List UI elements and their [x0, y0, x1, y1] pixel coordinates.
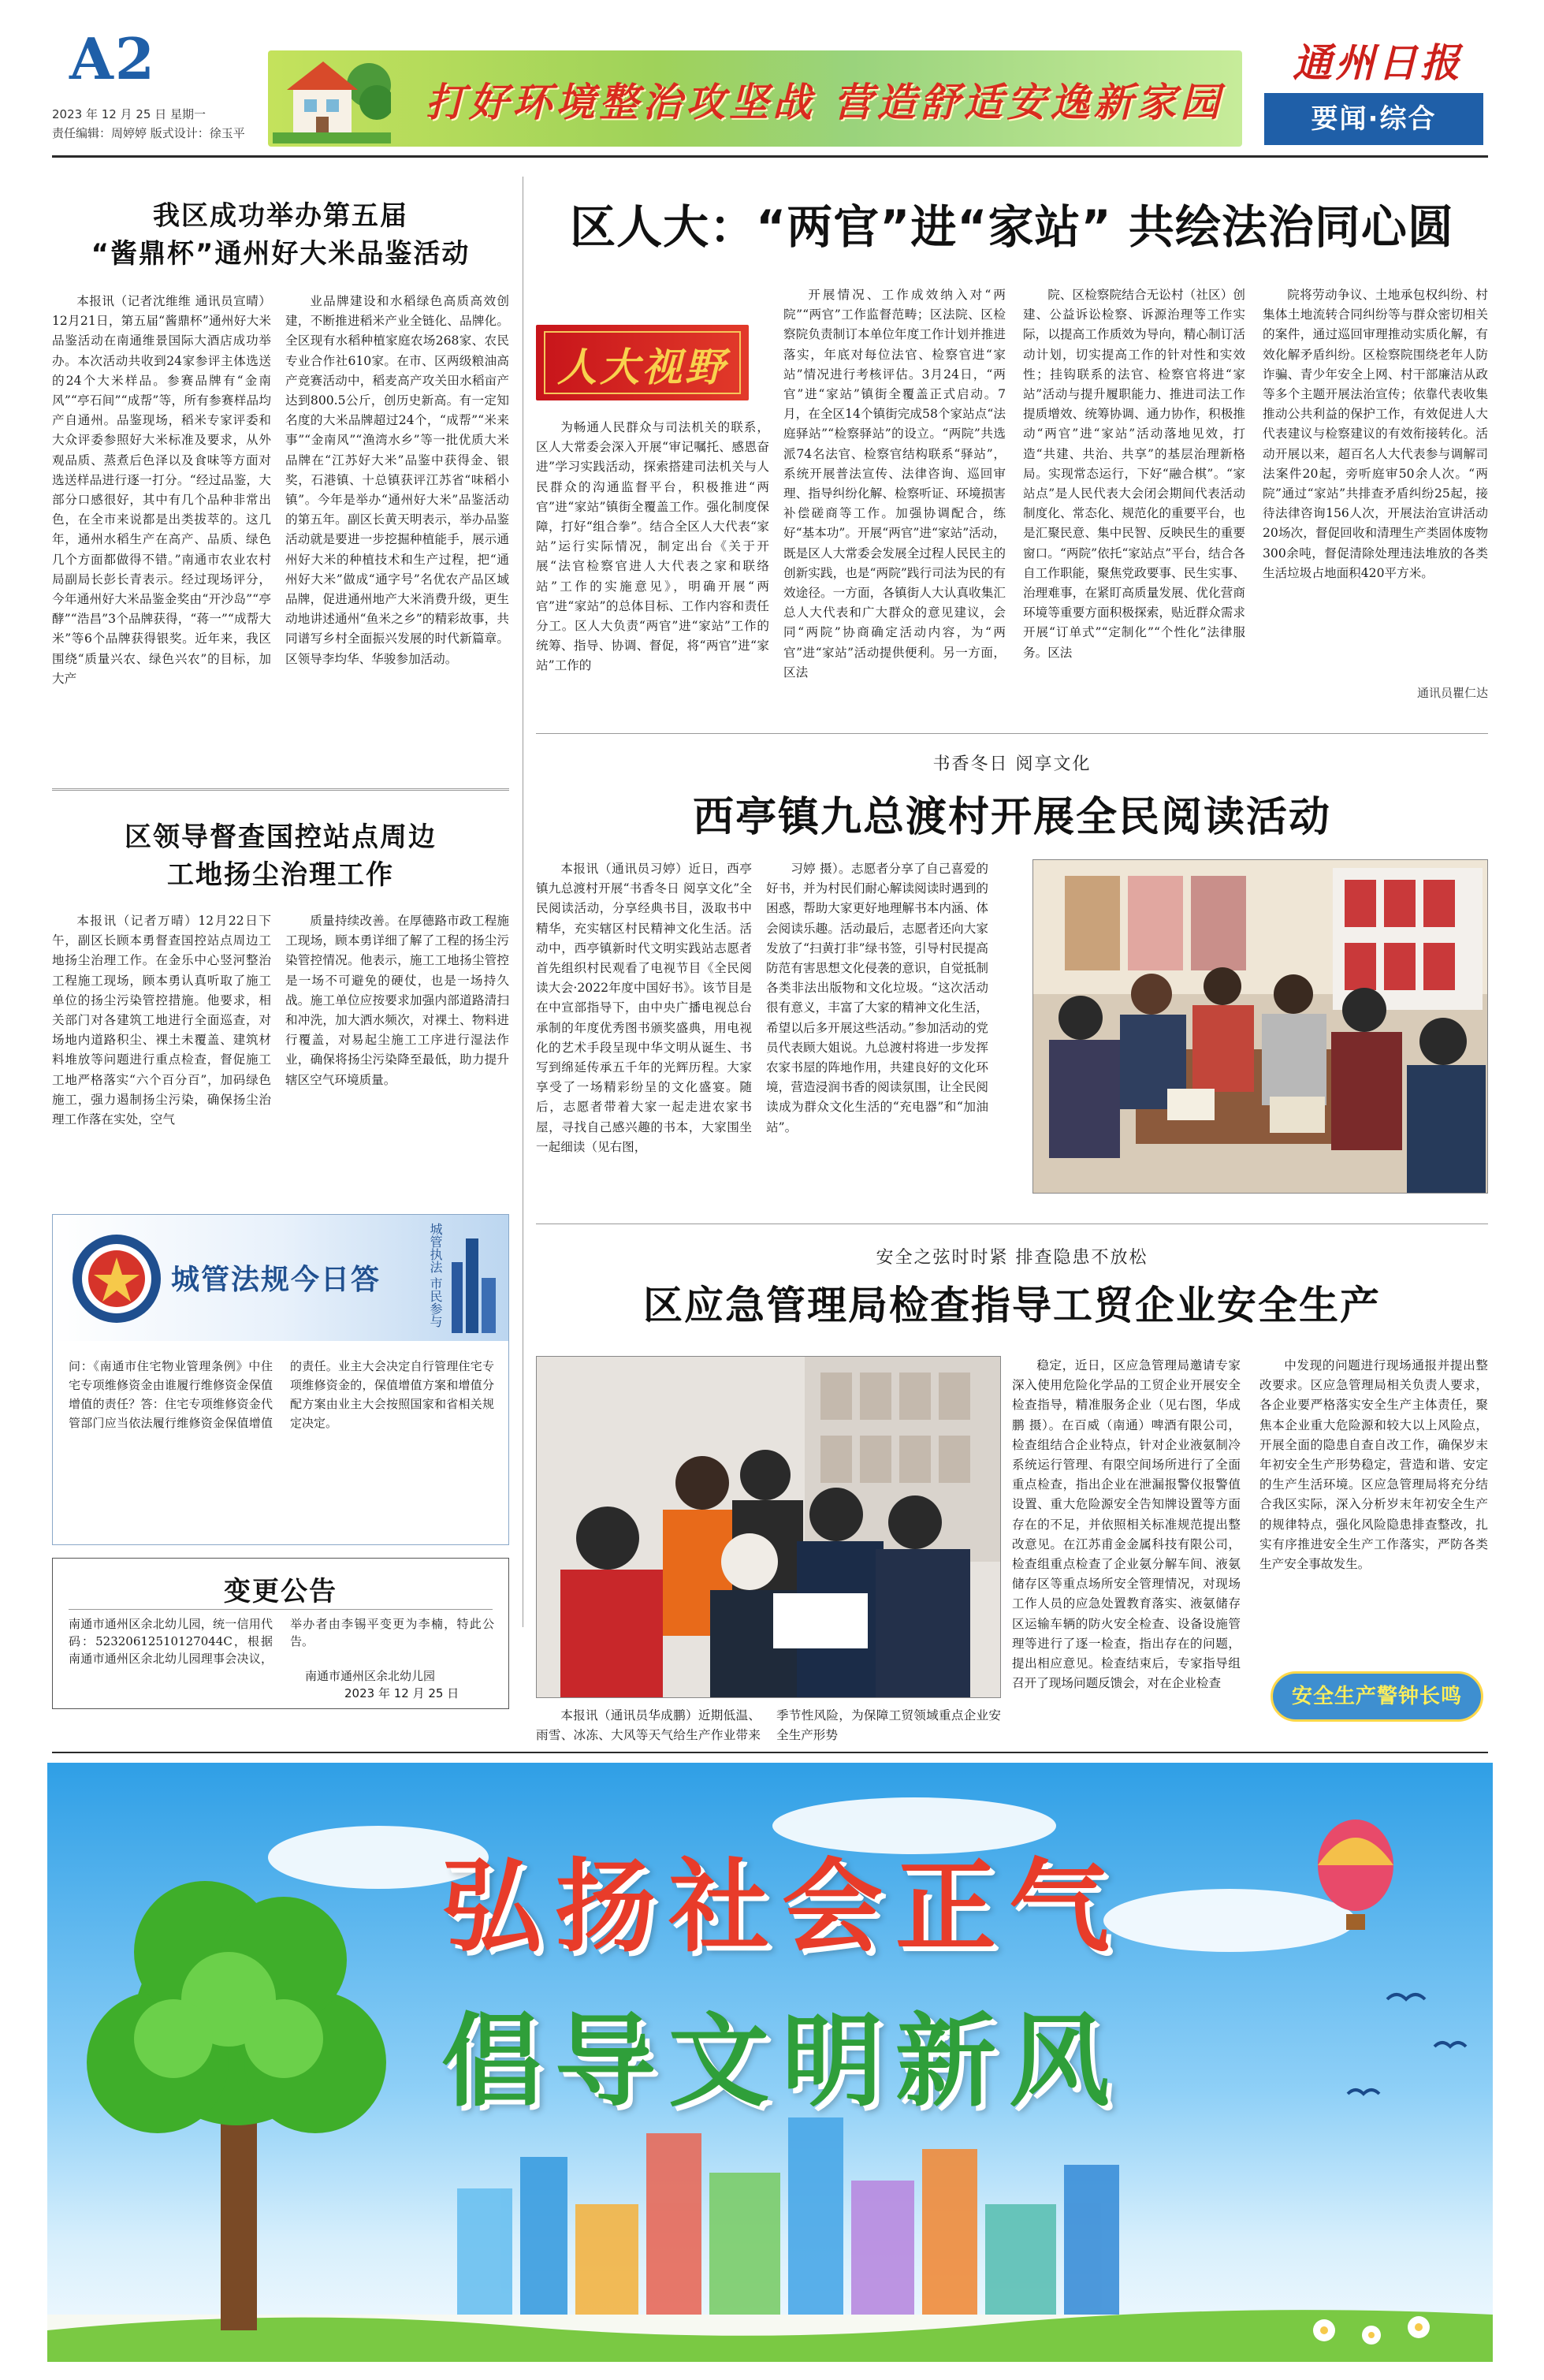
congress-article-col2: 开展情况、工作成效纳入对“两院”“两官”工作监督范畴；区法院、区检察院负责制订本单位年度工作计划并推进落实，年底对每位法官、检察官进“家站”情况进行考核评估。3月24日，“两官”进“家站”镇街全覆盖正式启动。7月，在全区14个镇街完成58个家站点“法庭驿站”“检察驿站”的设立。“两院”共选派74名法官、检察官结构联系“驿站”，系统开展普法宣传、法律咨询、巡回审理、指导纠纷化解、检察听证、环境损害补偿磋商等工作。加强协调配合，练好“基本功”。开展“两官”进“家站”活动，既是区人大常委会发展全过程人民民主的创新实践，也是“两院”践行司法为民的有效途径。一方面，各镇街人大认真收集汇总人大代表和广大群众的意见建议，会同“两院”协商确定活动内容，为“两官”进“家站”活动提供便利。另一方面，区法: [783, 288, 1006, 680]
notice-rule: [69, 1609, 493, 1610]
section-divider-left: [52, 790, 509, 791]
ad-slogan-line2: 倡导文明新风: [441, 2003, 1123, 2121]
public-service-ad: [47, 1763, 1493, 2362]
dust-title-line2: 工地扬尘治理工作: [167, 859, 394, 891]
issue-date: 2023 年 12 月 25 日 星期一: [52, 107, 206, 121]
safety-sticker-label: 安全生产警钟长鸣: [1291, 1685, 1462, 1708]
reading-article-col1: 本报讯（通讯员习婷）近日，西亭镇九总渡村开展“书香冬日 阅享文化”全民阅读活动，分享经典书目，汲取书中精华，充实辖区村民精神文化生活。活动中，西亭镇新时代文明实践站志愿者首先组织村民观看了电视节目《全民阅读大会·2022年度中国好书》。该节目是在中宣部指导下，由中央广播电视总台承制的年度优秀图书颁奖盛典，用电视化的艺术手段呈现中华文明从诞生、书写到绵延传承五千年的光辉历程。大家享受了一场精彩纷呈的文化盛宴。随后，志愿者带着大家一起走进农家书屋，寻找自己感兴趣的书本，大家围坐一起细读（见右图，: [536, 862, 752, 1154]
safety-inspection-photo: [536, 1356, 1001, 1698]
reading-scene-illustration: [1033, 860, 1488, 1194]
notice-title: 变更公告: [224, 1576, 337, 1607]
masthead: [0, 0, 1544, 151]
notice-body: 南通市通州区余北幼儿园，统一信用代码：52320612510127044C，根据南通市通州区余北幼儿园理事会决议，举办者由李锡平变更为李楠，特此公告。: [69, 1617, 494, 1666]
badge-emblem-icon: [70, 1232, 163, 1325]
ad-divider: [52, 1752, 1488, 1753]
safety-article-col1: 本报讯（通讯员华成鹏）近期低温、雨雪、冰冻、大风等天气给生产作业带来季节性风险，为保障工贸领域重点企业安全生产形势: [536, 1708, 1001, 1743]
column-badge-label: 人大视野: [557, 344, 727, 390]
city-skyline-icon: [447, 1231, 502, 1333]
safety-article-title: 区应急管理局检查指导工贸企业安全生产: [643, 1282, 1381, 1328]
reading-article-col2: 习婷 摄）。志愿者分享了自己喜爱的好书，并为村民们耐心解读阅读时遇到的困惑，帮助大家更好地理解书本内涵、体会阅读乐趣。活动最后，志愿者还向大家发放了“扫黄打非”绿书签，引导村民提高防范有害思想文化侵袭的意识，自觉抵制各类非法出版物和文化垃圾。“这次活动很有意义，丰富了大家的精神文化生活，希望以后多开展这些活动。”参加活动的党员代表顾大姐说。九总渡村将进一步发挥农家书屋的阵地作用，共建良好的文化环境，营造浸润书香的阅读氛围，让全民阅读成为群众文化生活的“充电器”和“加油站”。: [766, 862, 988, 1134]
safety-article-col2: 稳定，近日，区应急管理局邀请专家深入使用危险化学品的工贸企业开展安全检查指导，精准服务企业（见右图，华成鹏 摄）。在百威（南通）啤酒有限公司，检查组结合企业特点，针对企业液氨制冷系统运行管理、有限空间场所进行了全面重点检查，指出企业在泄漏报警仪报警值设置、重大危险源安全告知牌设置等方面存在的不足，并依照相关标准规范提出整改意见。在江苏甫金金属科技有限公司，检查组重点检查了企业氨分解车间、液氨储存区等重点场所安全管理情况，对现场工作人员的应急处置教育落实、液氨储存区运输车辆的防火安全检查、设备设施管理等进行了逐一检查，指出存在的问题，提出相应意见。检查结束后，专家指导组召开了现场问题反馈会，对在企业检查: [1012, 1358, 1241, 1691]
section-divider: [536, 733, 1488, 734]
notice-box: [52, 1558, 509, 1709]
page-number: A2: [69, 25, 156, 92]
rice-article-col1: 本报讯（记者沈维维 通讯员宣晴）12月21日，第五届“酱鼎杯”通州好大米品鉴活动在南通维景国际大酒店成功举办。本次活动共收到24家参评主体选送的24个大米样品。参赛品牌有“金南风”“亭石间”“成帮”等，所有参赛样品均产自通州。品鉴现场，稻米专家评委和大众评委参照好大米标准及要求，从外观品质、蒸煮后色泽以及食味等方面对选送样品进行逐一打分。“经过品鉴，大部分口感很好，其中有几个品种非常出色，在全市来说都是出类拔萃的。这几年，通州水稻生产在高产、品质、绿色几个方面都做得不错。”南通市农业农村局副局长彭长青表示。经过现场评分，今年通州好大米品鉴金奖由“开沙岛”“亭酵”“浩昌”3个品牌获得，“蒋一”“成帮大米”等6个品牌获得银奖。近年来，我区围绕“质量兴农、绿色兴农”的目标，加大产: [52, 294, 271, 686]
dust-title-line1: 区领导督查国控站点周边: [125, 821, 437, 853]
congress-article-col1: 为畅通人民群众与司法机关的联系，区人大常委会深入开展“审记嘱托、感恩奋进”学习实践活动，探索搭建司法机关与人民群众的沟通监督平台，积极推进“两官”进“家站”镇街全覆盖工作。强化制度保障，打好“组合拳”。结合全区人大代表“家站”运行实际情况，制定出台《关于开展“法官检察官进人大代表之家和联络站”工作的实施意见》，明确开展“两官”进“家站”的总体目标、工作内容和责任分工。区人大负责“两官”进“家站”工作的统筹、指导、协调、督促，将“两官”进“家站”工作的: [536, 420, 769, 673]
reading-kicker: 书香冬日 阅享文化: [932, 754, 1092, 774]
qa-text: 问：《南通市住宅物业管理条例》中住宅专项维修资金由谁履行维修资金保值增值的责任？答：住宅专项维修资金代管部门应当依法履行维修资金保值增值的责任。业主大会决定自行管理住宅专项维修资金的，保值增值方案和增值分配方案由业主大会按照国家和省相关规定决定。: [69, 1359, 494, 1430]
notice-date: 2023 年 12 月 25 日: [344, 1686, 459, 1700]
qa-box-title: 城管法规今日答: [171, 1264, 381, 1296]
masthead-divider: [52, 155, 1488, 158]
safety-article-col3: 中发现的问题进行现场通报并提出整改要求。区应急管理局相关负责人要求，各企业要严格落实安全生产主体责任，聚焦本企业重大危险源和较大以上风险点，开展全面的隐患自查自改工作，确保岁末年初安全生产形势稳定，营造和谐、安定的生产生活环境。区应急管理局将充分结合我区实际，深入分析岁末年初安全生产的规律特点，强化风险隐患排查整改，扎实有序推进安全生产工作落实，严防各类生产安全事故发生。: [1259, 1358, 1488, 1572]
section-tab: 要闻·综合: [1264, 93, 1483, 145]
rice-title-line1: 我区成功举办第五届: [153, 200, 408, 232]
inspection-scene-illustration: [537, 1357, 1001, 1698]
rice-article-col2: 业品牌建设和水稻绿色高质高效创建，不断推进稻米产业全链化、品牌化。全区现有水稻种植家庭农场268家、农民专业合作社610家。在市、区两级粮油高产竞赛活动中，稻麦高产攻关田水稻亩产达到800.5公斤，创历史新高。有一定知名度的大米品牌超过24个，“成帮”“米来事”“金南风”“渔湾水乡”等一批优质大米品牌在“江苏好大米”品鉴中获得金、银奖，石港镇、十总镇获评江苏省“味稻小镇”。今年是举办“通州好大米”品鉴活动的第五年。副区长黄天明表示，举办品鉴活动就是要进一步挖掘种植能手，展示通州好大米的种植技术和生产过程，把“通州好大米”做成“通字号”名优农产品区域品牌，促进通州地产大米消费升级，更生动地讲述通州“鱼米之乡”的精彩故事，共同谱写乡村全面振兴发展的时代新篇章。区领导李均华、华骏参加活动。: [285, 294, 509, 666]
dust-article-col2: 质量持续改善。在厚德路市政工程施工现场，顾本勇详细了解了工程的扬尘污染管控情况。他表示，施工工地扬尘管控是一场不可避免的硬仗，也是一场持久战。施工单位应按要求加强内部道路清扫和冲洗，加大洒水频次，对裸土、物料进行覆盖，对易起尘施工工序进行湿法作业，确保将扬尘污染降至最低，助力提升辖区空气环境质量。: [285, 914, 509, 1087]
qa-box: [52, 1214, 509, 1545]
dust-article-col1: 本报讯（记者万晴）12月22日下午，副区长顾本勇督查国控站点周边工地扬尘治理工作。在金乐中心竖河整治工程施工现场，顾本勇认真听取了施工单位的扬尘污染管控措施。他要求，相关部门对各建筑工地进行全面巡查，对场地内道路积尘、裸土未覆盖、建筑材料堆放等问题进行重点检查，督促施工工地严格落实“六个百分百”，加码绿色施工，强力遏制扬尘污染，确保扬尘治理工作落在实处，空气: [52, 914, 271, 1127]
rice-article-title: [52, 197, 509, 273]
safety-kicker: 安全之弦时时紧 排查隐患不放松: [876, 1248, 1148, 1268]
paper-name: 通州日报: [1293, 39, 1463, 86]
congress-article-title: 区人大：“两官”进“家站” 共绘法治同心圆: [570, 200, 1454, 254]
reading-photo: [1032, 859, 1488, 1194]
notice-signer: 南通市通州区余北幼儿园: [305, 1669, 436, 1683]
col-divider: [52, 788, 509, 789]
column-badge: [536, 325, 749, 400]
editor-credits: 责任编辑：周婷婷 版式设计：徐玉平: [52, 126, 245, 140]
qa-header: [53, 1215, 508, 1341]
congress-article-col3: 院、区检察院结合无讼村（社区）创建、公益诉讼检察、诉源治理等工作实际，以提高工作质效为导向，精心制订活动计划，切实提高工作的针对性和实效性；挂钩联系的法官、检察官将进“家站”活动与提升履职能力、推进司法工作提质增效、统筹协调、通力协作，积极推动“两官”进“家站”活动落地见效，打造“共建、共治、共享”的基层治理新格局。实现常态运行，下好“融合棋”。“家站点”是人民代表大会闭会期间代表活动制度化、常态化、规范化的重要平台，也是汇聚民意、集中民智、反映民生的重要窗口。“两院”依托“家站点”平台，结合各自工作职能，聚焦党政要事、民生实事、治理难事，在紧盯高质量发展、优化营商环境等重要方面积极探索，贴近群众需求开展“订单式”“定制化”“个性化”法律服务。区法: [1023, 288, 1245, 660]
congress-byline: 通讯员瞿仁达: [1416, 686, 1488, 700]
dust-article-title: [52, 818, 509, 894]
house-illustration: [273, 54, 391, 143]
safety-sticker: [1271, 1671, 1483, 1722]
qa-side-text: 城管执法 市民参与: [428, 1223, 443, 1328]
banner-slogan: 打好环境整治攻坚战 营造舒适安逸新家园: [426, 79, 1224, 125]
ad-slogan-line1: 弘扬社会正气: [441, 1849, 1123, 1966]
rice-title-line2: “酱鼎杯”通州好大米品鉴活动: [91, 238, 471, 270]
congress-article-col4: 院将劳动争议、土地承包权纠纷、村集体土地流转合同纠纷等与群众密切相关的案件，通过巡回审理推动实质化解，有效化解矛盾纠纷。区检察院围绕老年人防诈骗、青少年安全上网、村干部廉洁从政等多个主题开展法治宣传；依靠代表收集推动公共利益的保护工作，有效促进人大代表建议与检察建议的有效衔接转化。活动开展以来，超百名人大代表参与调解司法案件20起，旁听庭审50余人次。“两院”通过“家站”共排查矛盾纠纷25起，接待法律咨询156人次，开展法治宣讲活动20场次，督促回收和清理生产类固体废物300余吨，督促清除处理违法堆放的各类生活垃圾占地面积420平方米。: [1263, 288, 1488, 580]
masthead-banner: [268, 50, 1242, 147]
reading-article-title: 西亭镇九总渡村开展全民阅读活动: [692, 793, 1331, 841]
